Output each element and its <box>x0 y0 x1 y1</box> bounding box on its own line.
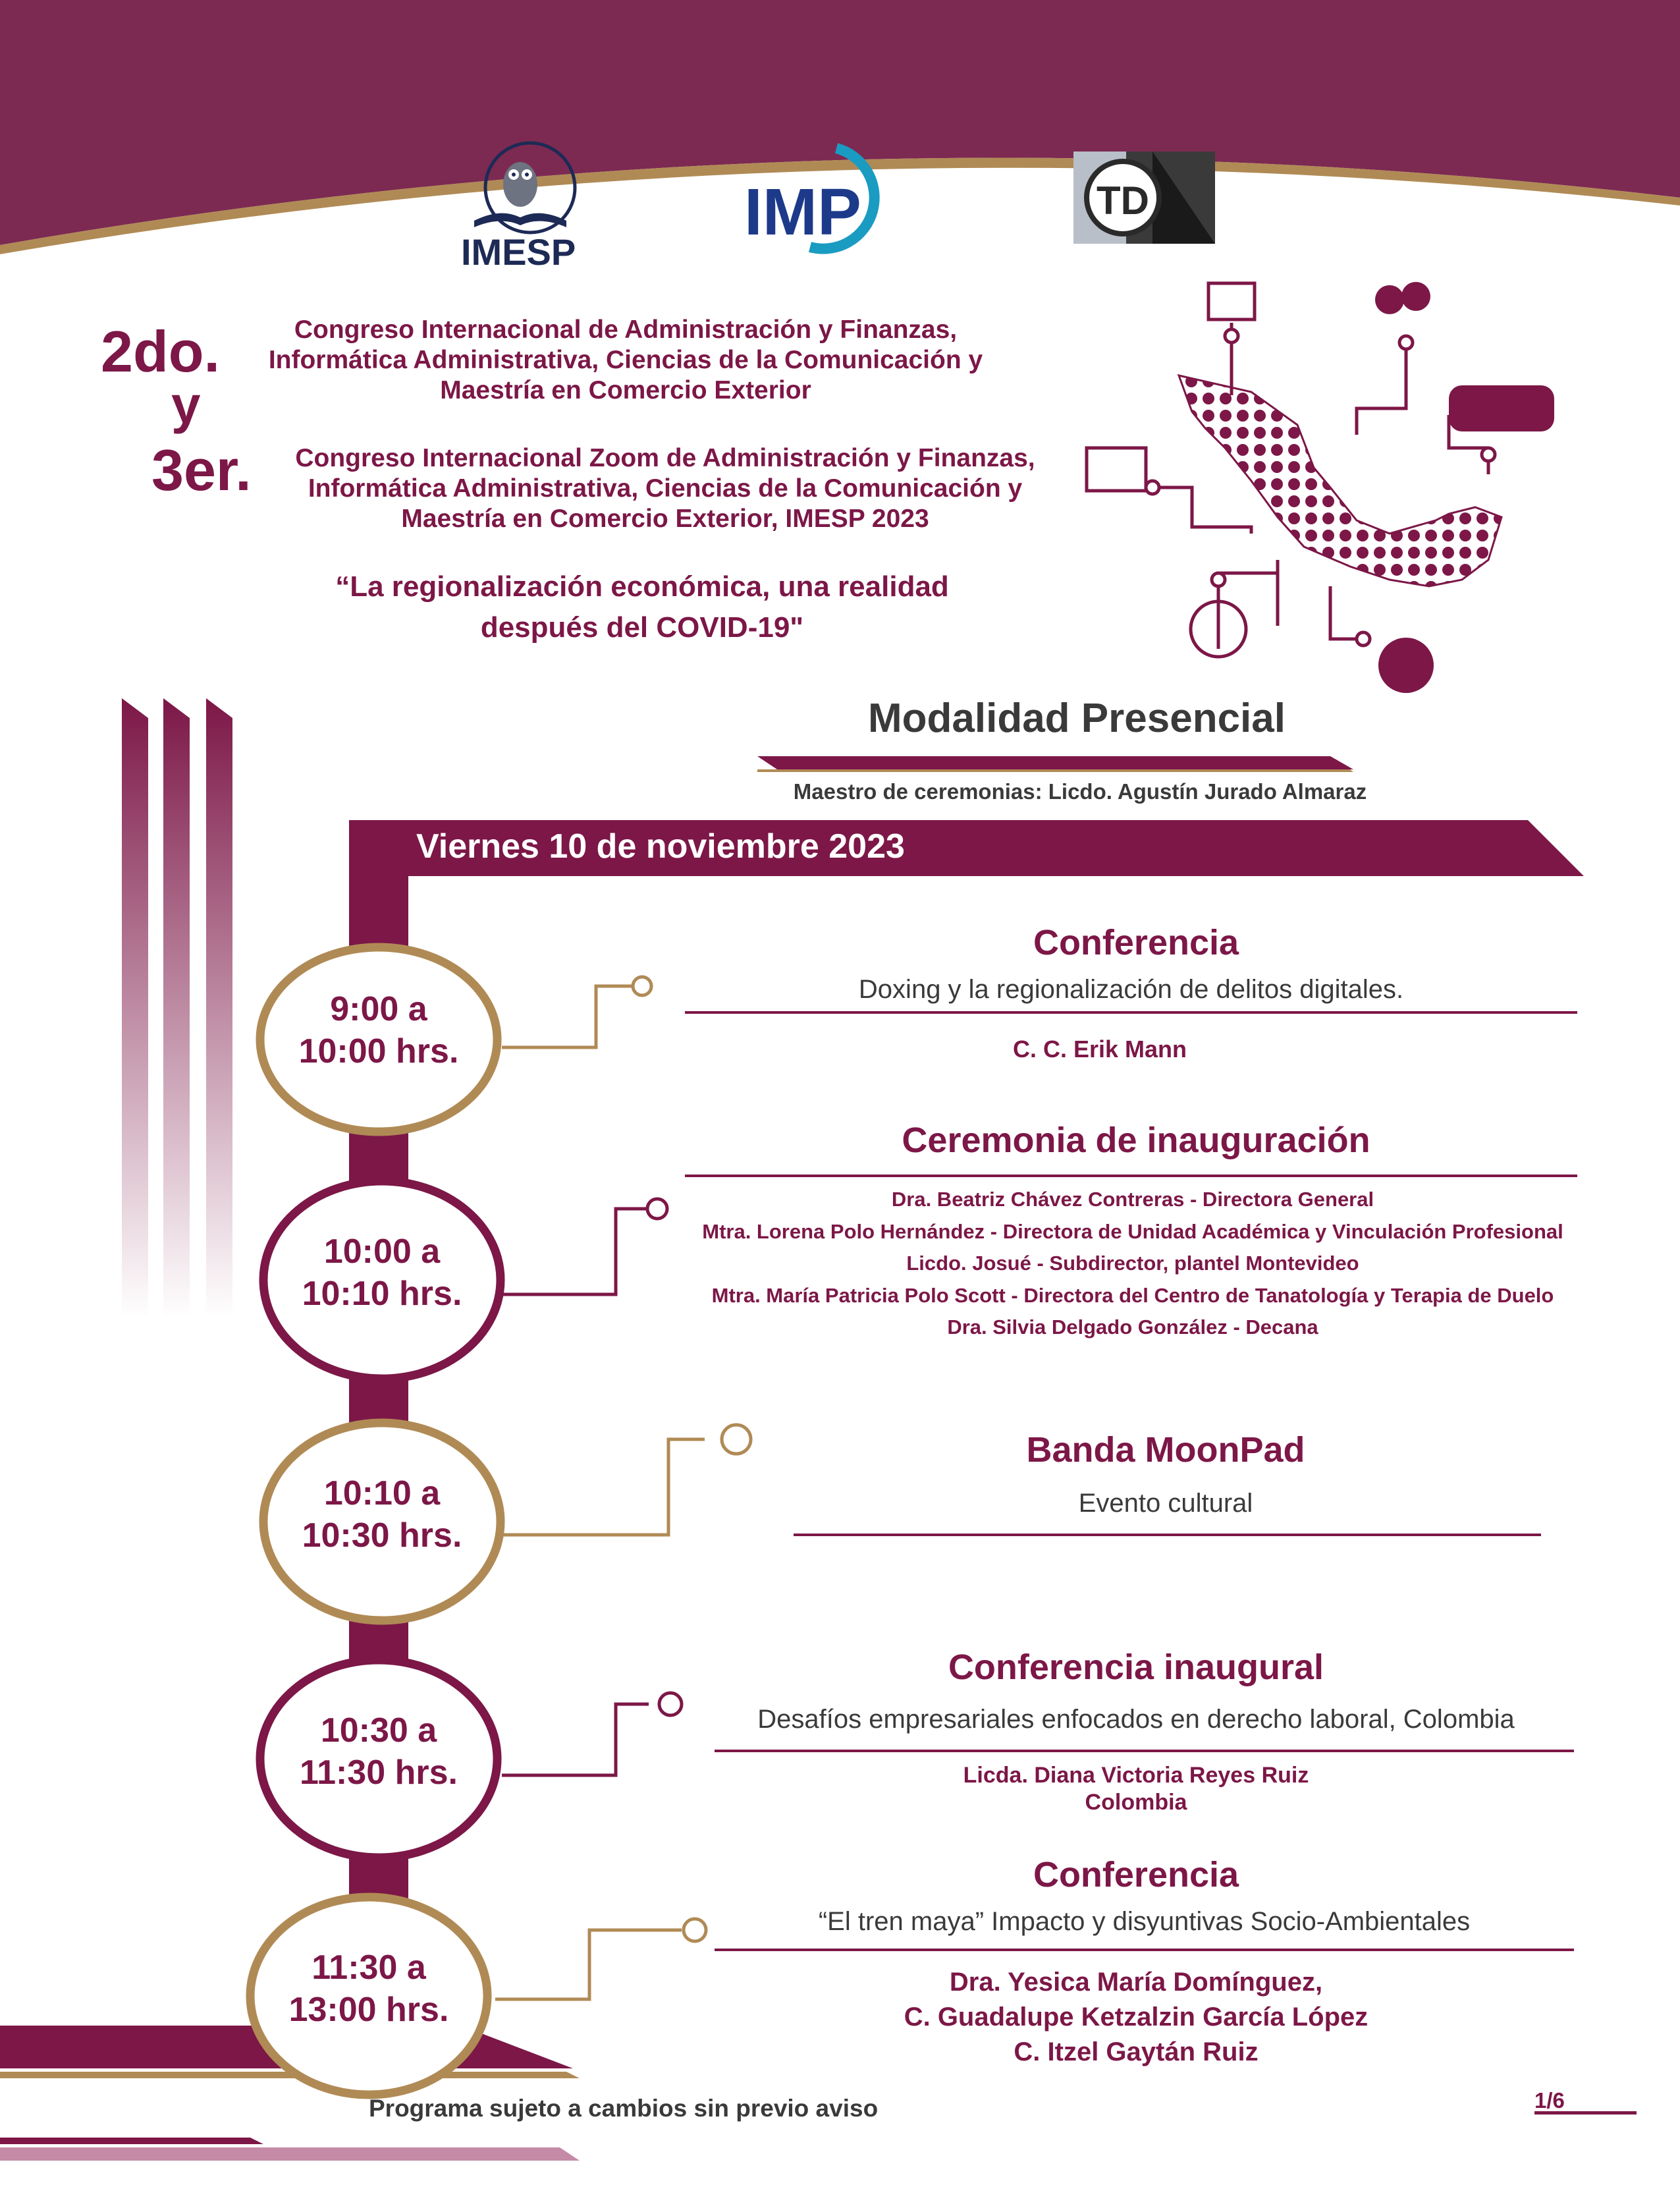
event-5-subtitle: “El tren maya” Impacto y disyuntivas Socio-Ambientales <box>818 1907 1471 1936</box>
event-time-4 <box>260 1709 497 1794</box>
event-time-2-end: 10:10 hrs. <box>302 1275 462 1313</box>
congress-title-2-line-1: Congreso Internacional Zoom de Administración y Finanzas, <box>295 444 1035 472</box>
event-time-1 <box>260 988 497 1072</box>
modalidad-heading: Modalidad Presencial <box>868 696 1286 741</box>
event-5-title: Conferencia <box>1033 1855 1239 1894</box>
event-time-5 <box>250 1947 487 2031</box>
event-time-4-end: 11:30 hrs. <box>300 1754 458 1792</box>
event-5-speaker-1: Dra. Yesica María Domínguez, <box>949 1968 1323 1997</box>
motto-line-1: “La regionalización económica, una realidad <box>335 570 949 603</box>
congress-title-1-line-2: Informática Administrativa, Ciencias de la Comunicación y <box>268 346 983 374</box>
footer-note: Programa sujeto a cambios sin previo aviso <box>369 2095 879 2122</box>
event-5-speakers <box>777 1965 1495 2070</box>
congress-number-3er: 3er. <box>151 437 252 503</box>
event-2-title: Ceremonia de inauguración <box>902 1120 1370 1160</box>
event-5-speaker-3: C. Itzel Gaytán Ruiz <box>1014 2037 1259 2066</box>
event-4-title: Conferencia inaugural <box>948 1647 1324 1687</box>
event-2-person-5: Dra. Silvia Delgado González - Decana <box>947 1315 1318 1339</box>
event-4-speaker-country: Colombia <box>1085 1790 1187 1815</box>
event-2-person-1: Dra. Beatriz Chávez Contreras - Directora General <box>891 1188 1374 1211</box>
event-4-speaker-name: Licda. Diana Victoria Reyes Ruiz <box>963 1763 1309 1788</box>
event-time-3-start: 10:10 a <box>323 1474 441 1512</box>
imp-logo-text: IMP <box>744 175 861 249</box>
event-time-2 <box>263 1230 501 1315</box>
event-5-speaker-2: C. Guadalupe Ketzalzin García López <box>904 2003 1368 2032</box>
event-3-title: Banda MoonPad <box>1026 1430 1305 1470</box>
event-2-person-2: Mtra. Lorena Polo Hernández - Directora de Unidad Académica y Vinculación Profesional <box>702 1219 1563 1243</box>
event-time-3-end: 10:30 hrs. <box>302 1516 462 1555</box>
event-time-1-start: 9:00 a <box>330 990 427 1028</box>
svg-text:TD: TD <box>1097 179 1149 223</box>
congress-title-2-line-3: Maestría en Comercio Exterior, IMESP 2023 <box>401 505 929 533</box>
event-time-4-start: 10:30 a <box>320 1711 437 1750</box>
event-4-subtitle: Desafíos empresariales enfocados en derecho laboral, Colombia <box>757 1705 1515 1734</box>
event-2-people <box>678 1184 1587 1344</box>
master-of-ceremonies: Maestro de ceremonias: Licdo. Agustín Jurado Almaraz <box>793 779 1367 804</box>
event-1-title: Conferencia <box>1033 923 1239 962</box>
event-1-speaker: C. C. Erik Mann <box>1012 1036 1187 1063</box>
event-time-3 <box>263 1472 501 1557</box>
congress-title-1-line-3: Maestría en Comercio Exterior <box>440 376 811 404</box>
event-time-1-end: 10:00 hrs. <box>298 1032 459 1070</box>
event-2-person-4: Mtra. María Patricia Polo Scott - Directora del Centro de Tanatología y Terapia de Duelo <box>711 1283 1554 1307</box>
event-time-5-end: 13:00 hrs. <box>288 1991 449 2029</box>
event-4-speaker <box>790 1762 1482 1816</box>
event-time-5-start: 11:30 a <box>312 1949 426 1987</box>
event-2-person-3: Licdo. Josué - Subdirector, plantel Montevideo <box>906 1252 1359 1275</box>
congress-conj-y: y <box>171 375 201 434</box>
event-3-subtitle: Evento cultural <box>1078 1489 1253 1518</box>
congress-title-2-line-2: Informática Administrativa, Ciencias de la Comunicación y <box>308 474 1023 503</box>
congress-title-1-line-1: Congreso Internacional de Administración y Finanzas, <box>294 316 958 344</box>
day-heading: Viernes 10 de noviembre 2023 <box>416 827 905 866</box>
event-time-2-start: 10:00 a <box>323 1232 441 1271</box>
congress-number-2do: 2do. <box>101 319 220 384</box>
event-1-subtitle: Doxing y la regionalización de delitos digitales. <box>858 975 1404 1004</box>
page-number: 1/6 <box>1534 2088 1565 2113</box>
motto-line-2: después del COVID-19" <box>480 611 804 644</box>
imesp-logo-text: IMESP <box>461 231 576 273</box>
